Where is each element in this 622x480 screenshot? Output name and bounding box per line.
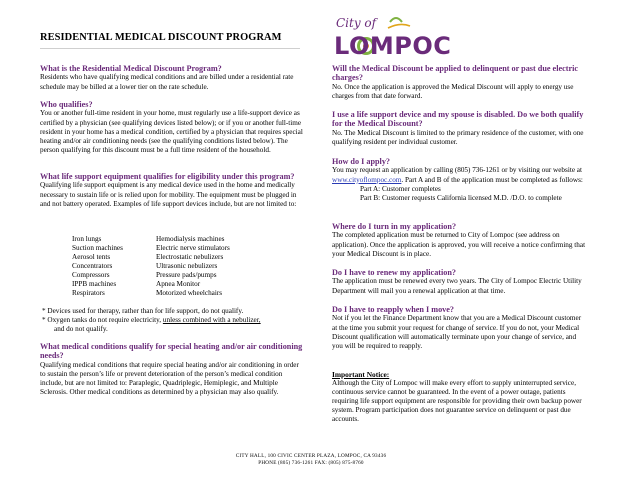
list-item: Motorized wheelchairs xyxy=(156,289,223,297)
title-divider xyxy=(40,48,300,49)
part-a: Part A: Customer completes xyxy=(360,184,441,193)
list-item: Ultrasonic nebulizers xyxy=(156,262,218,270)
list-item: Respirators xyxy=(72,289,105,297)
list-item: Electrostatic nebulizers xyxy=(156,253,224,261)
section-body: Qualifying life support equipment is any medical device used in the home and medically necessary to sustain life or is relied upon for mobility. The equipment must be plugged in and not battery operated. Examples of life support devices include, but are not limited to: xyxy=(40,181,297,208)
apply-text-cont: . Part A and B of the application must be completed as follows: xyxy=(401,175,583,184)
list-item: Hemodialysis machines xyxy=(156,235,225,243)
section-program xyxy=(40,64,304,92)
page-title: RESIDENTIAL MEDICAL DISCOUNT PROGRAM xyxy=(40,32,282,43)
section-body: Qualifying medical conditions that require special heating and/or air conditioning in order to sustain the person’s life or prevent deterioration of the person’s medical condition include, but are not limited to: Paraplegic, Quadriplegic, Hemiplegic, and Multiple Sclerosis. Other medical conditions as determined by a physician may also qualify. xyxy=(40,360,299,397)
section-heading: I use a life support device and my spouse is disabled. Do we both qualify for the Medical Discount? xyxy=(332,110,584,129)
notice-heading: Important Notice: xyxy=(332,370,390,379)
list-item: Suction machines xyxy=(72,244,123,252)
list-item: Iron lungs xyxy=(72,235,102,243)
section-reapply xyxy=(332,305,586,351)
section-heading: Do I have to renew my application? xyxy=(332,268,457,277)
section-heading: What is the Residential Medical Discount Program? xyxy=(40,64,222,73)
apply-text: You may request an application by calling (805) 736-1261 or by visiting our website at xyxy=(332,166,582,175)
section-conditions xyxy=(40,342,304,397)
device-list-col1 xyxy=(72,235,152,298)
list-item: Pressure pads/pumps xyxy=(156,271,217,279)
section-body: No. The Medical Discount is limited to the primary residence of the customer, with one qualifying resident per individual customer. xyxy=(332,128,584,146)
section-equipment xyxy=(40,172,304,209)
logo-city-of: City of xyxy=(336,16,377,30)
section-heading: Will the Medical Discount be applied to delinquent or past due electric charges? xyxy=(332,64,579,83)
section-heading: How do I apply? xyxy=(332,157,391,166)
section-delinquent xyxy=(332,64,586,101)
list-item: Apnea Monitor xyxy=(156,280,201,288)
note-oxygen-underlined: unless combined with a nebulizer, xyxy=(162,316,261,324)
note-oxygen-text: * Oxygen tanks do not require electricity, xyxy=(42,316,163,324)
section-body xyxy=(332,166,586,184)
device-notes xyxy=(42,307,302,334)
footer-phone: PHONE (805) 736-1261 FAX: (805) 875-8760 xyxy=(258,460,364,466)
note-therapy: * Devices used for therapy, rather than for life support, do not qualify. xyxy=(42,307,244,315)
list-item: Aerosol tents xyxy=(72,253,111,261)
section-body: You or another full-time resident in your home, must regularly use a life-support device as certified by a physician (see qualifying devices listed below); or if you or another full-time resident in your home has a medical condition, certified by a physician that requires special heating and/or air conditioning needs (see the qualifying conditions listed below). The person qualifying for this discount must be a full time resident of the household. xyxy=(40,109,303,154)
section-heading: Where do I turn in my application? xyxy=(332,222,457,231)
section-heading: What medical conditions qualify for special heating and/or air conditioning needs? xyxy=(40,342,303,361)
section-body: Not if you let the Finance Department know that you are a Medical Discount customer at the time you submit your request for change of service. If you do not, your Medical Discount qualification will automatically terminate upon your change of service, and you will be required to reapply. xyxy=(332,314,582,350)
note-oxygen-cont: and do not qualify. xyxy=(54,325,108,333)
footer-address: CITY HALL, 100 CIVIC CENTER PLAZA, LOMPOC, CA 93436 xyxy=(235,453,387,459)
device-list-col2 xyxy=(156,235,276,298)
section-notice xyxy=(332,370,586,424)
footer xyxy=(0,453,622,467)
list-item: Compressors xyxy=(72,271,110,279)
section-body: The application must be renewed every two years. The City of Lompoc Electric Utility Department will mail you a renewal application at that time. xyxy=(332,277,582,295)
section-who-qualifies xyxy=(40,100,304,155)
section-apply xyxy=(332,157,586,203)
city-logo xyxy=(330,16,472,58)
list-item: Electric nerve stimulators xyxy=(156,244,230,252)
list-item: IPPB machines xyxy=(72,280,117,288)
section-body: Residents who have qualifying medical conditions and are billed under a residential rate schedule may be billed at a lower tier on the rate schedule. xyxy=(40,73,294,91)
part-b: Part B: Customer requests California licensed M.D. /D.O. to complete xyxy=(360,193,562,202)
section-body: No. Once the application is approved the Medical Discount will apply to energy use charges from that date forward. xyxy=(332,82,574,100)
section-spouse xyxy=(332,110,586,147)
note-oxygen xyxy=(42,316,302,325)
section-heading: Who qualifies? xyxy=(40,100,93,109)
section-renew xyxy=(332,268,586,296)
notice-body: Although the City of Lompoc will make every effort to supply uninterrupted service, continuous service cannot be guaranteed. In the event of a power outage, patients requiring life support equipment are responsible for providing their own backup power system. Program participation does not guarantee service on delinquent or past due accounts. xyxy=(332,379,582,424)
section-heading: Do I have to reapply when I move? xyxy=(332,305,454,314)
section-turn-in xyxy=(332,222,586,259)
section-heading: What life support equipment qualifies for eligibility under this program? xyxy=(40,172,295,181)
section-body: The completed application must be returned to City of Lompoc (see address on application). Once the application is approved, you will receive a notice confirming that your Medical Discount is in place. xyxy=(332,231,586,258)
logo-wordmark: LOMPOC xyxy=(334,32,452,60)
website-link[interactable]: www.cityoflompoc.com xyxy=(332,175,402,184)
list-item: Concentrators xyxy=(72,262,113,270)
